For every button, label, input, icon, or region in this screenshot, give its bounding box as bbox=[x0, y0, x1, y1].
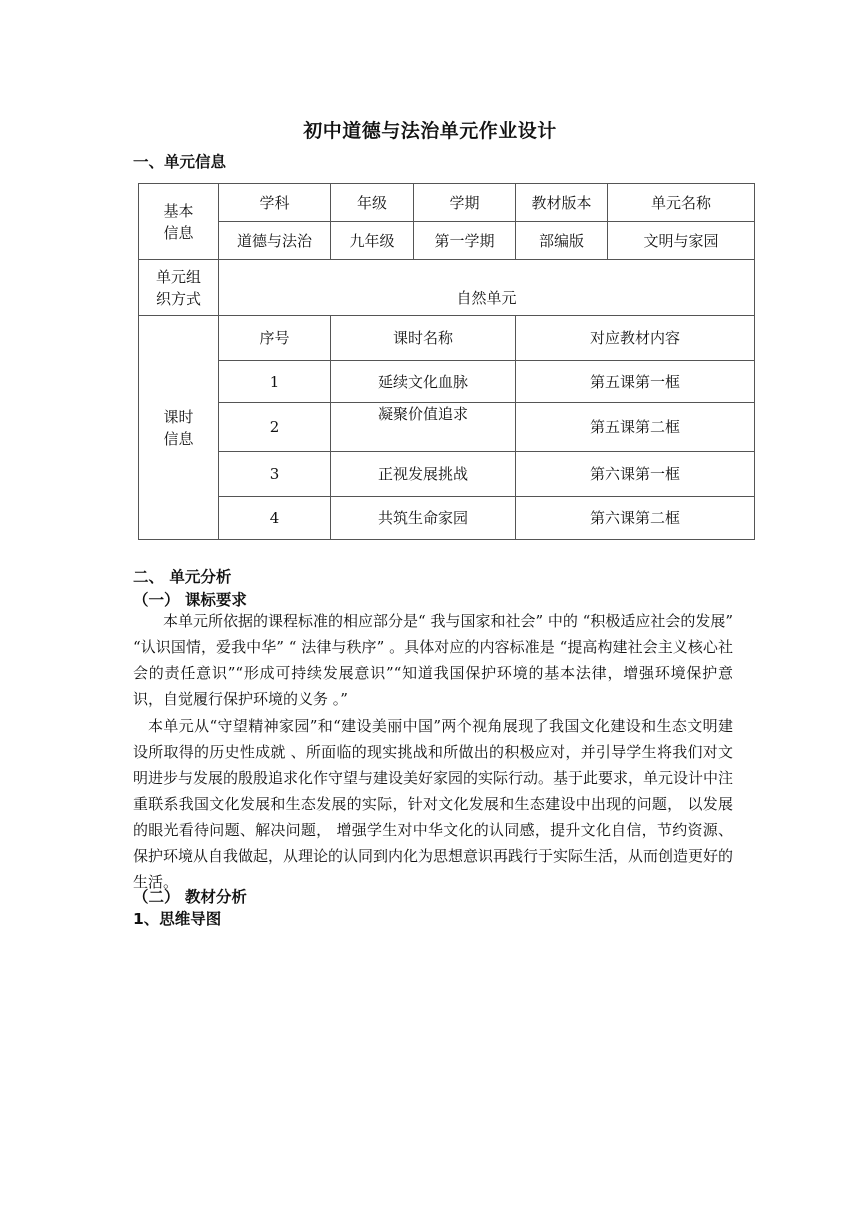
lesson-name: 共筑生命家园 bbox=[331, 497, 516, 540]
lesson-no: 4 bbox=[219, 497, 331, 540]
label-line: 单元组 bbox=[155, 267, 201, 286]
subheading-mind-map: 1、思维导图 bbox=[133, 910, 222, 928]
lesson-content: 第五课第二框 bbox=[516, 403, 755, 452]
lesson-header-cell: 课时名称 bbox=[331, 316, 516, 361]
header-cell: 年级 bbox=[331, 184, 414, 222]
section-heading-unit-analysis: 二、 单元分析 bbox=[133, 568, 232, 586]
org-value: 自然单元 bbox=[219, 260, 755, 316]
value-cell: 九年级 bbox=[331, 222, 414, 260]
table-row bbox=[139, 260, 755, 316]
label-line: 课时 bbox=[163, 407, 194, 426]
section-heading-unit-info: 一、单元信息 bbox=[133, 153, 227, 171]
unit-info-table bbox=[138, 183, 755, 540]
table-row bbox=[139, 452, 755, 497]
subheading-textbook-analysis: （二） 教材分析 bbox=[133, 888, 247, 906]
paragraph-curriculum: 本单元所依据的课程标准的相应部分是“ 我与国家和社会” 中的 “积极适应社会的发展” “认识国情，爱我中华” “ 法律与秩序” 。具体对应的内容标准是 “提高构建社会主义核心社会的责任意识”“形成可持续发展意识”“知道我国保护环境的基本法律，增强环境保护意识，自觉履行保护环境的义务 。” bbox=[133, 612, 733, 708]
label-line: 织方式 bbox=[155, 289, 201, 308]
lesson-name: 凝聚价值追求 bbox=[331, 403, 516, 452]
value-cell: 道德与法治 bbox=[219, 222, 331, 260]
lesson-name: 延续文化血脉 bbox=[331, 361, 516, 403]
value-cell: 文明与家园 bbox=[608, 222, 755, 260]
paragraph-unit-overview: 本单元从“守望精神家园”和“建设美丽中国”两个视角展现了我国文化建设和生态文明建设所取得的历史性成就 、所面临的现实挑战和所做出的积极应对，并引导学生将我们对文明进步与发展的殷殷追求化作守望与建设美好家园的实际行动。基于此要求，单元设计中注重联系我国文化发展和生态发展的实际，针对文化发展和生态建设中出现的问题， 以发展的眼光看待问题、解决问题， 增强学生对中华文化的认同感，提升文化自信，节约资源、保护环境从自我做起，从理论的认同到内化为思想意识再践行于实际生活，从而创造更好的生活。 bbox=[133, 717, 734, 891]
lesson-no: 1 bbox=[219, 361, 331, 403]
lesson-name: 正视发展挑战 bbox=[331, 452, 516, 497]
lesson-content: 第五课第一框 bbox=[516, 361, 755, 403]
header-cell: 学期 bbox=[414, 184, 516, 222]
lesson-header-cell: 对应教材内容 bbox=[516, 316, 755, 361]
table-row bbox=[139, 222, 755, 260]
table-row bbox=[139, 316, 755, 361]
lesson-info-label bbox=[139, 316, 219, 540]
org-label bbox=[139, 260, 219, 316]
lesson-no: 3 bbox=[219, 452, 331, 497]
table-row bbox=[139, 184, 755, 222]
header-cell: 学科 bbox=[219, 184, 331, 222]
table-row bbox=[139, 361, 755, 403]
value-cell: 部编版 bbox=[516, 222, 608, 260]
header-cell: 单元名称 bbox=[608, 184, 755, 222]
table-row bbox=[139, 497, 755, 540]
lesson-header-cell: 序号 bbox=[219, 316, 331, 361]
value-cell: 第一学期 bbox=[414, 222, 516, 260]
subheading-curriculum-requirements: （一） 课标要求 bbox=[133, 591, 247, 609]
label-line: 基本 bbox=[163, 201, 194, 220]
basic-info-label bbox=[139, 184, 219, 260]
lesson-content: 第六课第一框 bbox=[516, 452, 755, 497]
table-row bbox=[139, 403, 755, 452]
header-cell: 教材版本 bbox=[516, 184, 608, 222]
label-line: 信息 bbox=[163, 223, 194, 242]
label-line: 信息 bbox=[163, 429, 194, 448]
document-title: 初中道德与法治单元作业设计 bbox=[303, 120, 557, 142]
lesson-no: 2 bbox=[219, 403, 331, 452]
lesson-content: 第六课第二框 bbox=[516, 497, 755, 540]
